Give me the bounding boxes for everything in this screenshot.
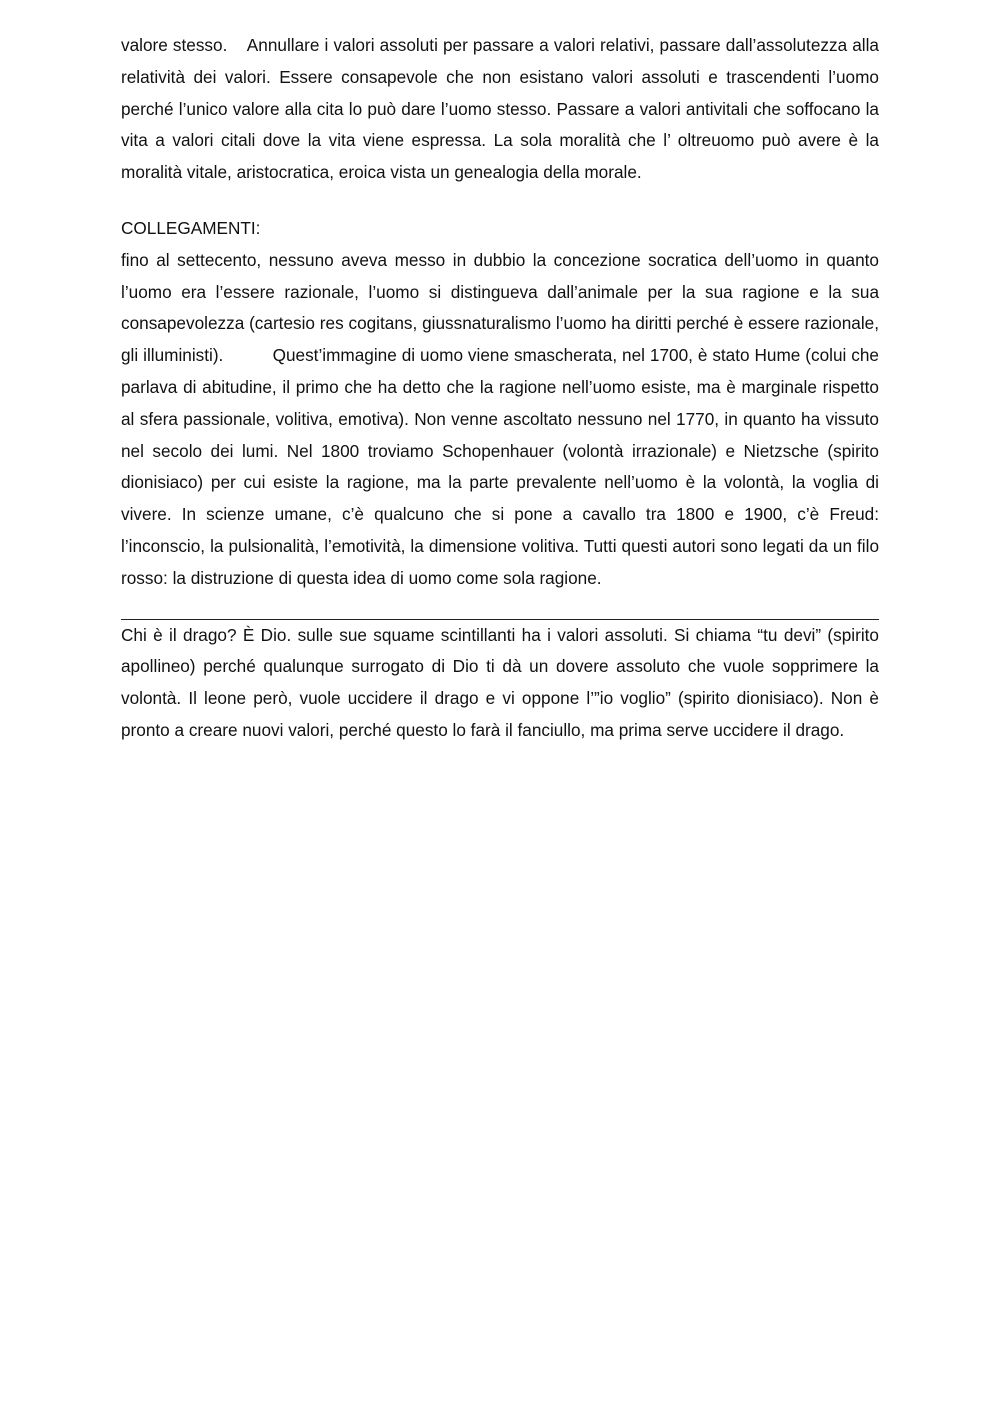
- paragraph-drago: Chi è il drago? È Dio. sulle sue squame scintillanti ha i valori assoluti. Si chiama “tu devi” (spirito apollineo) perché qualunque surrogato di Dio ti dà un dovere assoluto che vuole sopprimere la volontà. Il leone però, vuole uccidere il drago e vi oppone l’”io voglio” (spirito dionisiaco). Non è pronto a creare nuovi valori, perché questo lo farà il fanciullo, ma prima serve uccidere il drago.: [121, 624, 879, 740]
- paragraph-values: valore stesso. Annullare i valori assoluti per passare a valori relativi, passare dall’assolutezza alla relatività dei valori. Essere consapevole che non esistano valori assoluti e trascendenti l’uomo perché l’unico valore alla cita lo può dare l’uomo stesso. Passare a valori antivitali che soffocano la vita a valori citali dove la vita viene espressa. La sola moralità che l’ oltreuomo può avere è la moralità vitale, aristocratica, eroica vista un genealogia della morale.: [121, 35, 884, 183]
- spacer: [121, 189, 879, 213]
- spacer: [121, 595, 879, 619]
- document-body: [121, 30, 884, 747]
- paragraph-collegamenti: fino al settecento, nessuno aveva messo in dubbio la concezione socratica dell’uomo in quanto l’uomo era l’essere razionale, l’uomo si distingueva dall’animale per la sua ragione e la sua consapevolezza (cartesio res cogitans, giussnaturalismo l’uomo ha diritti perché è essere razionale, gli illuministi). Quest’immagine di uomo viene smascherata, nel 1700, è stato Hume (colui che parlava di abitudine, il primo che ha detto che la ragione nell’uomo esiste, ma è marginale rispetto al sfera passionale, volitiva, emotiva). Non venne ascoltato nessuno nel 1770, in quanto ha vissuto nel secolo dei lumi. Nel 1800 troviamo Schopenhauer (volontà irrazionale) e Nietzsche (spirito dionisiaco) per cui esiste la ragione, ma la parte prevalente nell’uomo è la volontà, la voglia di vivere. In scienze umane, c’è qualcuno che si pone a cavallo tra 1800 e 1900, c’è Freud: l’inconscio, la pulsionalità, l’emotività, la dimensione volitiva. Tutti questi autori sono legati da un filo rosso: la distruzione di questa idea di uomo come sola ragione.: [121, 249, 884, 588]
- section-heading-collegamenti: COLLEGAMENTI:: [121, 217, 261, 238]
